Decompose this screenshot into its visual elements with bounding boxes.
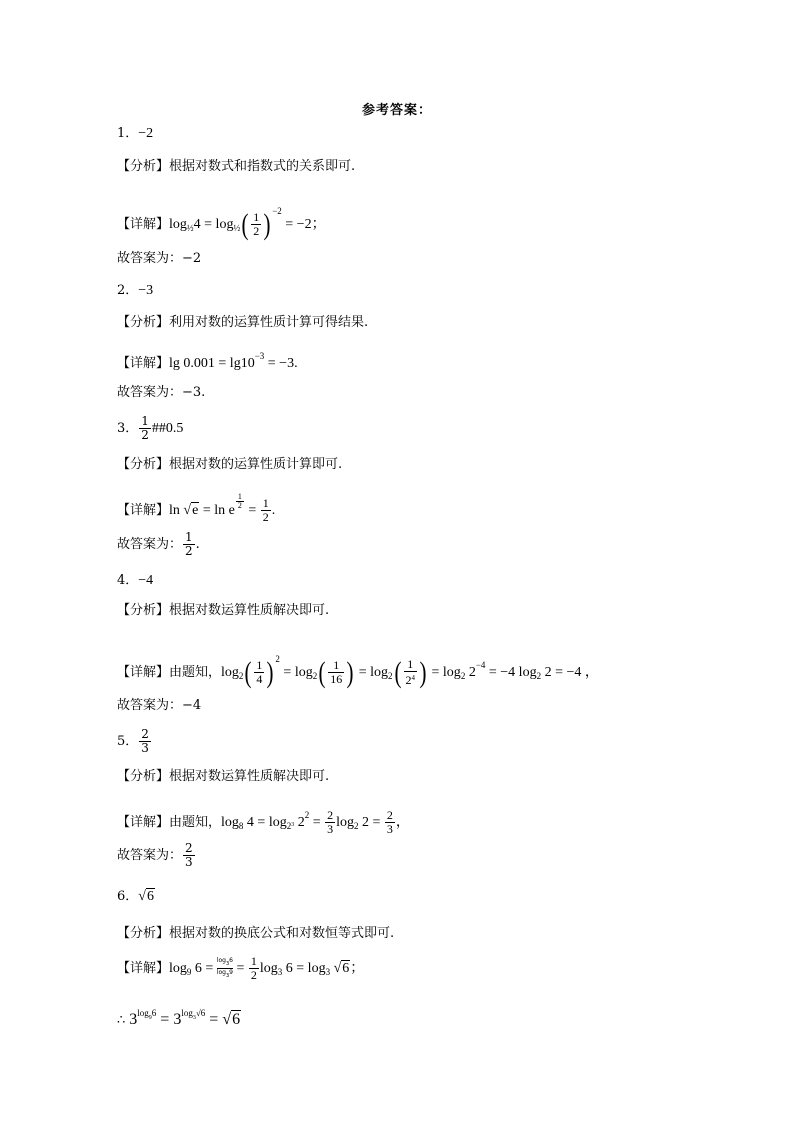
q5-detail-tag: 【详解】 [117, 815, 170, 830]
q1-answer: −2 [138, 126, 154, 141]
q4-detail-formula: $\log_2$( $\frac{1}{4}$ ) $^2 = \log_2$( $\frac{1}{16}$ ) = $\log_2$( $\frac{1}{2^4}$ ) = $\log_2 2^{-4} = -4$ $\log_2 2 = -4$ ， [221, 654, 599, 689]
q5-detail [117, 799, 410, 842]
q3-detail [117, 484, 275, 528]
q6-analysis-text: 根据对数的换底公式和对数恒等式即可. [169, 926, 395, 941]
q6-therefore-line [117, 1001, 241, 1033]
q3-answer-line [117, 414, 183, 444]
q4-analysis-text: 根据对数运算性质解决即可. [169, 603, 330, 618]
q2-analysis-text: 利用对数的运算性质计算可得结果. [169, 315, 369, 330]
q1-analysis [117, 158, 355, 176]
q5-detail-formula: $\log_8 4 = \log_{2^3} 2^2$ = $\frac{2}{3}$ $\log_2 2$ = $\frac{2}{3}$ ， [221, 808, 410, 837]
q4-detail-prefix: 由题知， [169, 665, 222, 680]
q3-detail-tag: 【详解】 [117, 503, 170, 518]
page-title: 参考答案： [361, 103, 432, 118]
q3-analysis [117, 456, 342, 474]
q3-answer-fraction: $\frac{1}{2}$ [141, 414, 149, 442]
q6-detail [117, 954, 364, 987]
q3-answer-tail: ##0.5 [151, 421, 184, 436]
q6-detail-tag: 【详解】 [117, 961, 170, 976]
q3-analysis-text: 根据对数的运算性质计算即可. [169, 457, 343, 472]
q5-analysis-tag: 【分析】 [117, 769, 170, 784]
q4-answer-line [117, 572, 153, 590]
q5-final-fraction: $\frac{2}{3}$ [185, 841, 193, 869]
q3-analysis-tag: 【分析】 [117, 457, 170, 472]
q6-therefore: ∴ [117, 1013, 126, 1028]
q1-detail-formula: $\log_{\frac{1}{2}}4 = \log_{\frac{1}{2}}$( $\frac{1}{2}$ ) $^{-2}$ = −2； [169, 206, 326, 241]
q2-answer-line [117, 282, 153, 300]
q6-detail-formula: $\log_9 6$ = $\frac{\log_36}{\log_39}$ = $\frac{1}{2}$ $\log_3 6 = \log_3 √6$； [169, 954, 365, 983]
q4-answer: −4 [138, 573, 154, 588]
q2-analysis-tag: 【分析】 [117, 315, 170, 330]
q6-answer: √6 [138, 889, 154, 904]
q5-final [117, 841, 196, 871]
q4-detail [117, 643, 599, 692]
q2-answer: −3 [138, 283, 154, 298]
q4-analysis [117, 602, 329, 620]
q1-final: 故答案为：−2 [117, 251, 202, 266]
q1-answer-line [117, 125, 153, 143]
q3-detail-formula: ln √e = ln e $^{\frac{1}{2}}$ = $\frac{1}{2}$ . [169, 492, 276, 525]
q5-analysis [117, 768, 329, 786]
q6-number: 6． [117, 889, 139, 904]
q1-detail-tag: 【详解】 [117, 217, 170, 232]
q5-final-prefix: 故答案为： [117, 848, 183, 863]
q6-analysis-tag: 【分析】 [117, 926, 170, 941]
q5-answer-fraction: $\frac{2}{3}$ [141, 727, 149, 755]
q3-final: 故答案为： $\frac{1}{2}$ . [117, 530, 200, 558]
q1-analysis-text: 根据对数式和指数式的关系即可. [169, 159, 356, 174]
q6-therefore-formula: $3^{log_96} = 3^{log_3√6} = √6$ [125, 1008, 241, 1028]
q2-final: 故答案为：−3. [117, 385, 206, 400]
q2-detail-formula: $\lg 0.001 = \lg 10^{-3} = -3$. [169, 351, 298, 371]
q3-final-prefix: 故答案为： [117, 537, 183, 552]
q2-number: 2． [117, 283, 139, 298]
q4-analysis-tag: 【分析】 [117, 603, 170, 618]
q1-number: 1． [117, 126, 139, 141]
q5-number: 5． [117, 734, 139, 749]
q5-detail-prefix: 由题知， [169, 815, 222, 830]
q4-number: 4． [117, 573, 139, 588]
q6-answer-line [117, 888, 155, 906]
q6-analysis [117, 925, 394, 943]
q1-analysis-tag: 【分析】 [117, 159, 170, 174]
q4-final: 故答案为：−4 [117, 698, 202, 713]
q2-detail [117, 347, 298, 373]
q1-detail [117, 196, 326, 243]
q2-detail-tag: 【详解】 [117, 356, 170, 371]
q3-number: 3． [117, 421, 139, 436]
q2-analysis [117, 314, 368, 332]
q5-answer-line [117, 727, 152, 757]
q5-analysis-text: 根据对数运算性质解决即可. [169, 769, 330, 784]
q3-final-fraction: $\frac{1}{2}$ [185, 530, 193, 558]
q4-detail-tag: 【详解】 [117, 665, 170, 680]
